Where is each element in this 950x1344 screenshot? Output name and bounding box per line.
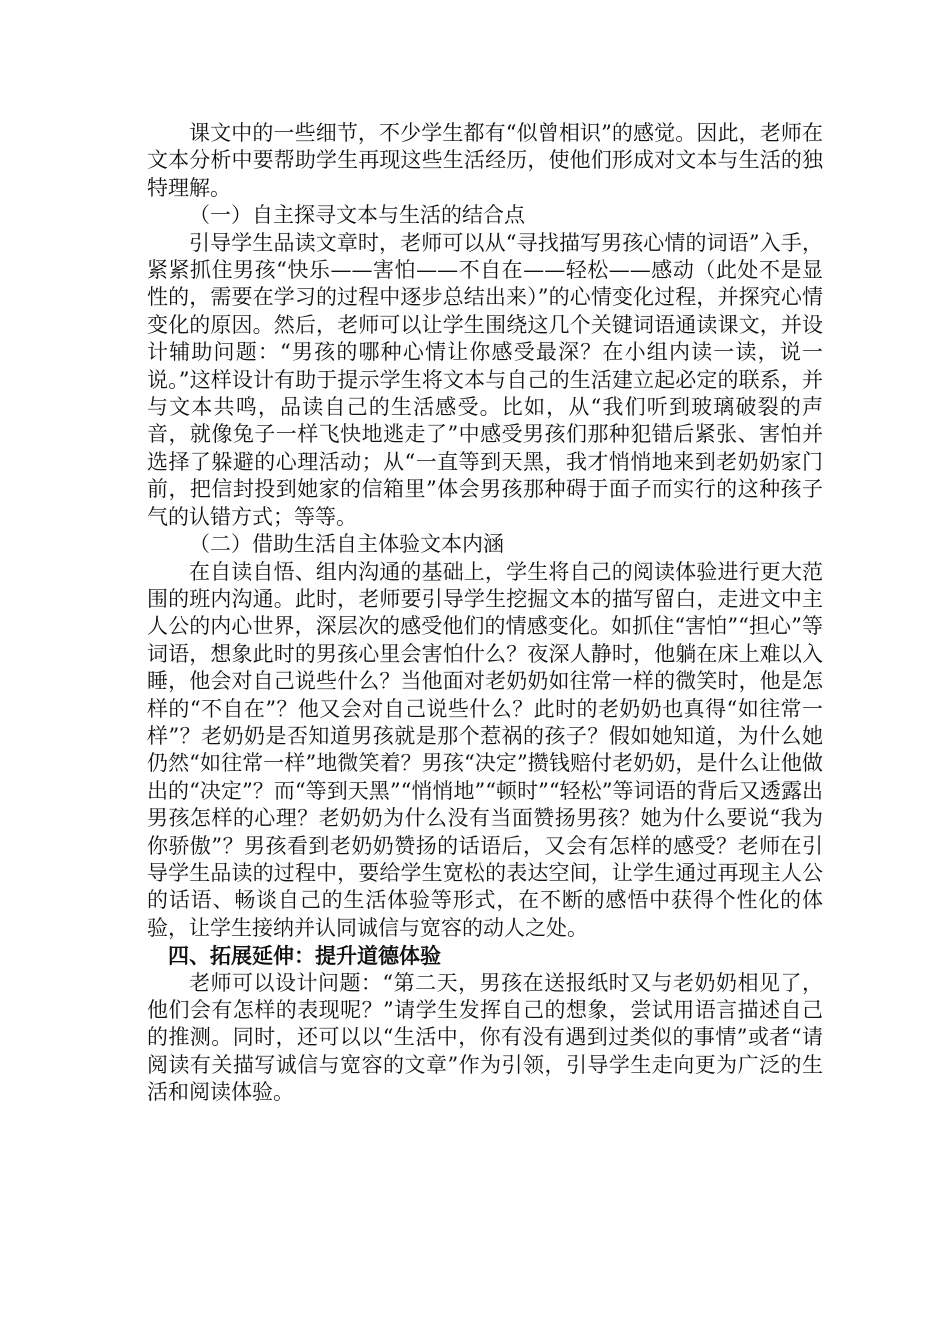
section-heading-bold: 四、拓展延伸：提升道德体验 (168, 943, 441, 969)
body-paragraph: 老师可以设计问题：“第二天，男孩在送报纸时又与老奶奶相见了，他们会有怎样的表现呢？”请学生发挥自己的想象，尝试用语言描述自己的推测。同时，还可以以“生活中，你有没有遇到过类似的事情”或者“请阅读有关描写诚信与宽容的文章”作为引领，引导学生走向更为广泛的生活和阅读体验。 (147, 970, 823, 1105)
section-heading: （一）自主探寻文本与生活的结合点 (189, 203, 525, 228)
body-paragraph: 在自读自悟、组内沟通的基础上，学生将自己的阅读体验进行更大范围的班内沟通。此时，老师要引导学生挖掘文本的描写留白，走进文中主人公的内心世界，深层次的感受他们的情感变化。如抓住“害怕”“担心”等词语，想象此时的男孩心里会害怕什么？夜深人静时，他躺在床上难以入睡，他会对自己说些什么？当他面对老奶奶如往常一样的微笑时，他是怎样的“不自在”？他又会对自己说些什么？此时的老奶奶也真得“如往常一样”？老奶奶是否知道男孩就是那个惹祸的孩子？假如她知道，为什么她仍然“如往常一样”地微笑着？男孩“决定”攒钱赔付老奶奶，是什么让他做出的“决定”？而“等到天黑”“悄悄地”“顿时”“轻松”等词语的背后又透露出男孩怎样的心理？老奶奶为什么没有当面赞扬男孩？她为什么要说“我为你骄傲”？男孩看到老奶奶赞扬的话语后，又会有怎样的感受？老师在引导学生品读的过程中，要给学生宽松的表达空间，让学生通过再现主人公的话语、畅谈自己的生活体验等形式，在不断的感悟中获得个性化的体验，让学生接纳并认同诚信与宽容的动人之处。 (147, 559, 823, 940)
body-paragraph: 课文中的一些细节，不少学生都有“似曾相识”的感觉。因此，老师在文本分析中要帮助学生再现这些生活经历，使他们形成对文本与生活的独特理解。 (147, 121, 823, 200)
section-heading: （二）借助生活自主体验文本内涵 (189, 532, 504, 557)
document-page (147, 120, 823, 1107)
body-paragraph: 引导学生品读文章时，老师可以从“寻找描写男孩心情的词语”入手，紧紧抓住男孩“快乐——害怕——不自在——轻松——感动（此处不是显性的，需要在学习的过程中逐步总结出来）”的心情变化过程，并探究心情变化的原因。然后，老师可以让学生围绕这几个关键词语通读课文，并设计辅助问题：“男孩的哪种心情让你感受最深？在小组内读一读，说一说。”这样设计有助于提示学生将文本与自己的生活建立起必定的联系，并与文本共鸣，品读自己的生活感受。比如，从“我们听到玻璃破裂的声音，就像兔子一样飞快地逃走了”中感受男孩们那种犯错后紧张、害怕并选择了躲避的心理活动；从“一直等到天黑，我才悄悄地来到老奶奶家门前，把信封投到她家的信箱里”体会男孩那种碍于面子而实行的这种孩子气的认错方式；等等。 (147, 230, 823, 529)
